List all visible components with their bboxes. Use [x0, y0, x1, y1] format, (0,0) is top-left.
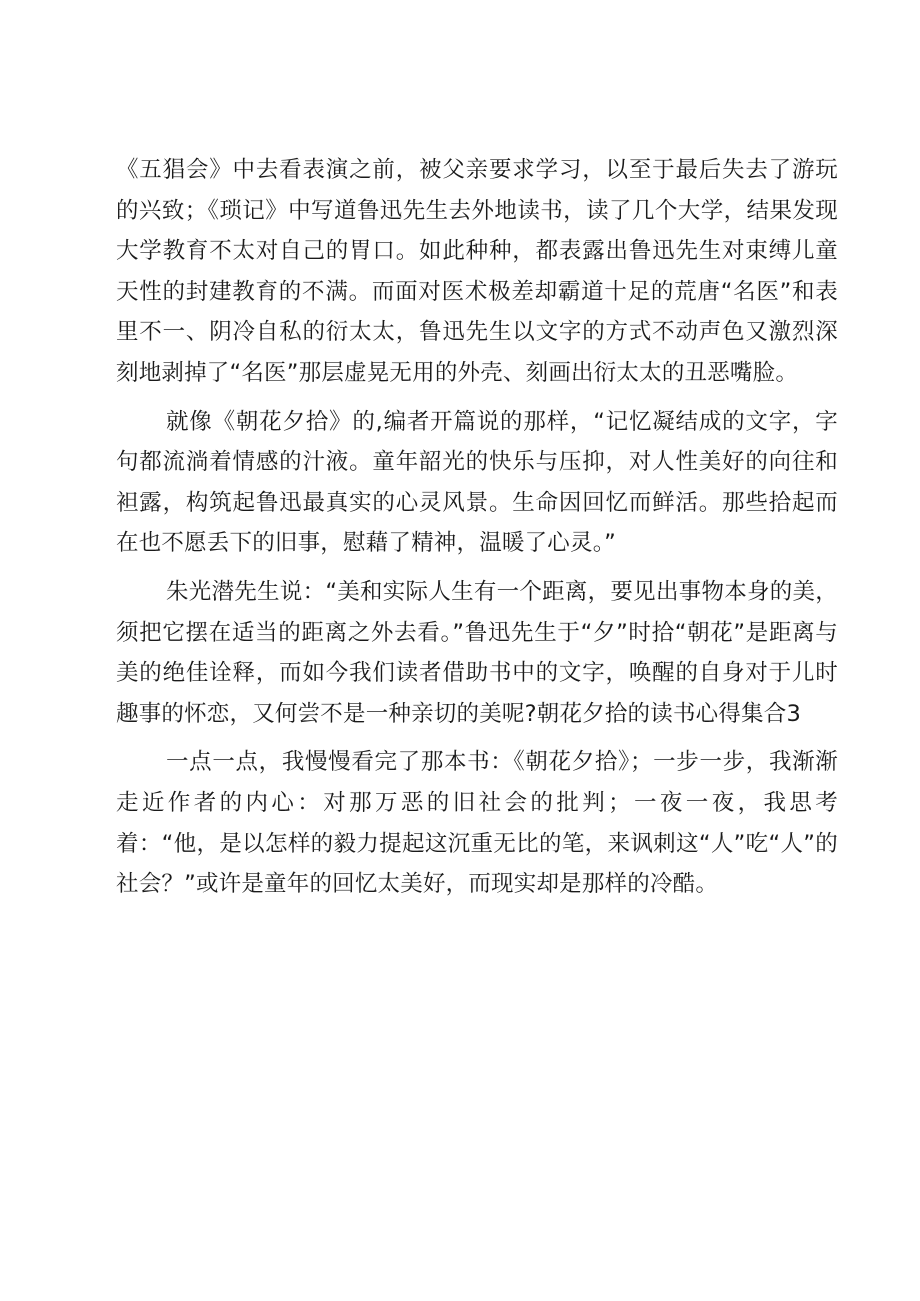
paragraph-1: 《五猖会》中去看表演之前，被父亲要求学习，以至于最后失去了游玩的兴致；《琐记》中写道鲁迅先生去外地读书，读了几个大学，结果发现大学教育不太对自己的胃口。如此种种，都表露出鲁迅先生对束缚儿童天性的封建教育的不满。而面对医术极差却霸道十足的荒唐“名医”和表里不一、阴冷自私的衍太太，鲁迅先生以文字的方式不动声色又激烈深刻地剥掉了“名医”那层虚晃无用的外壳、刻画出衍太太的丑恶嘴脸。: [116, 157, 838, 386]
paragraph-3: 朱光潜先生说：“美和实际人生有一个距离，要见出事物本身的美，须把它摆在适当的距离之外去看。”鲁迅先生于“夕”时拾“朝花”是距离与美的绝佳诠释，而如今我们读者借助书中的文字，唤醒的自身对于儿时趣事的怀恋，又何尝不是一种亲切的美呢?朝花夕拾的读书心得集合3: [116, 578, 838, 727]
document-body: [116, 150, 838, 913]
paragraph-4: 一点一点，我慢慢看完了那本书：《朝花夕拾》；一步一步，我渐渐走近作者的内心：对那万恶的旧社会的批判；一夜一夜，我思考着：“他，是以怎样的毅力提起这沉重无比的笔，来讽刺这“人”吃“人”的社会？”或许是童年的回忆太美好，而现实却是那样的冷酷。: [116, 749, 838, 898]
paragraph-2: 就像《朝花夕拾》的,编者开篇说的那样，“记忆凝结成的文字，字句都流淌着情感的汁液。童年韶光的快乐与压抑，对人性美好的向往和袒露，构筑起鲁迅最真实的心灵风景。生命因回忆而鲜活。那些拾起而在也不愿丢下的旧事，慰藉了精神，温暖了心灵。”: [116, 408, 838, 557]
